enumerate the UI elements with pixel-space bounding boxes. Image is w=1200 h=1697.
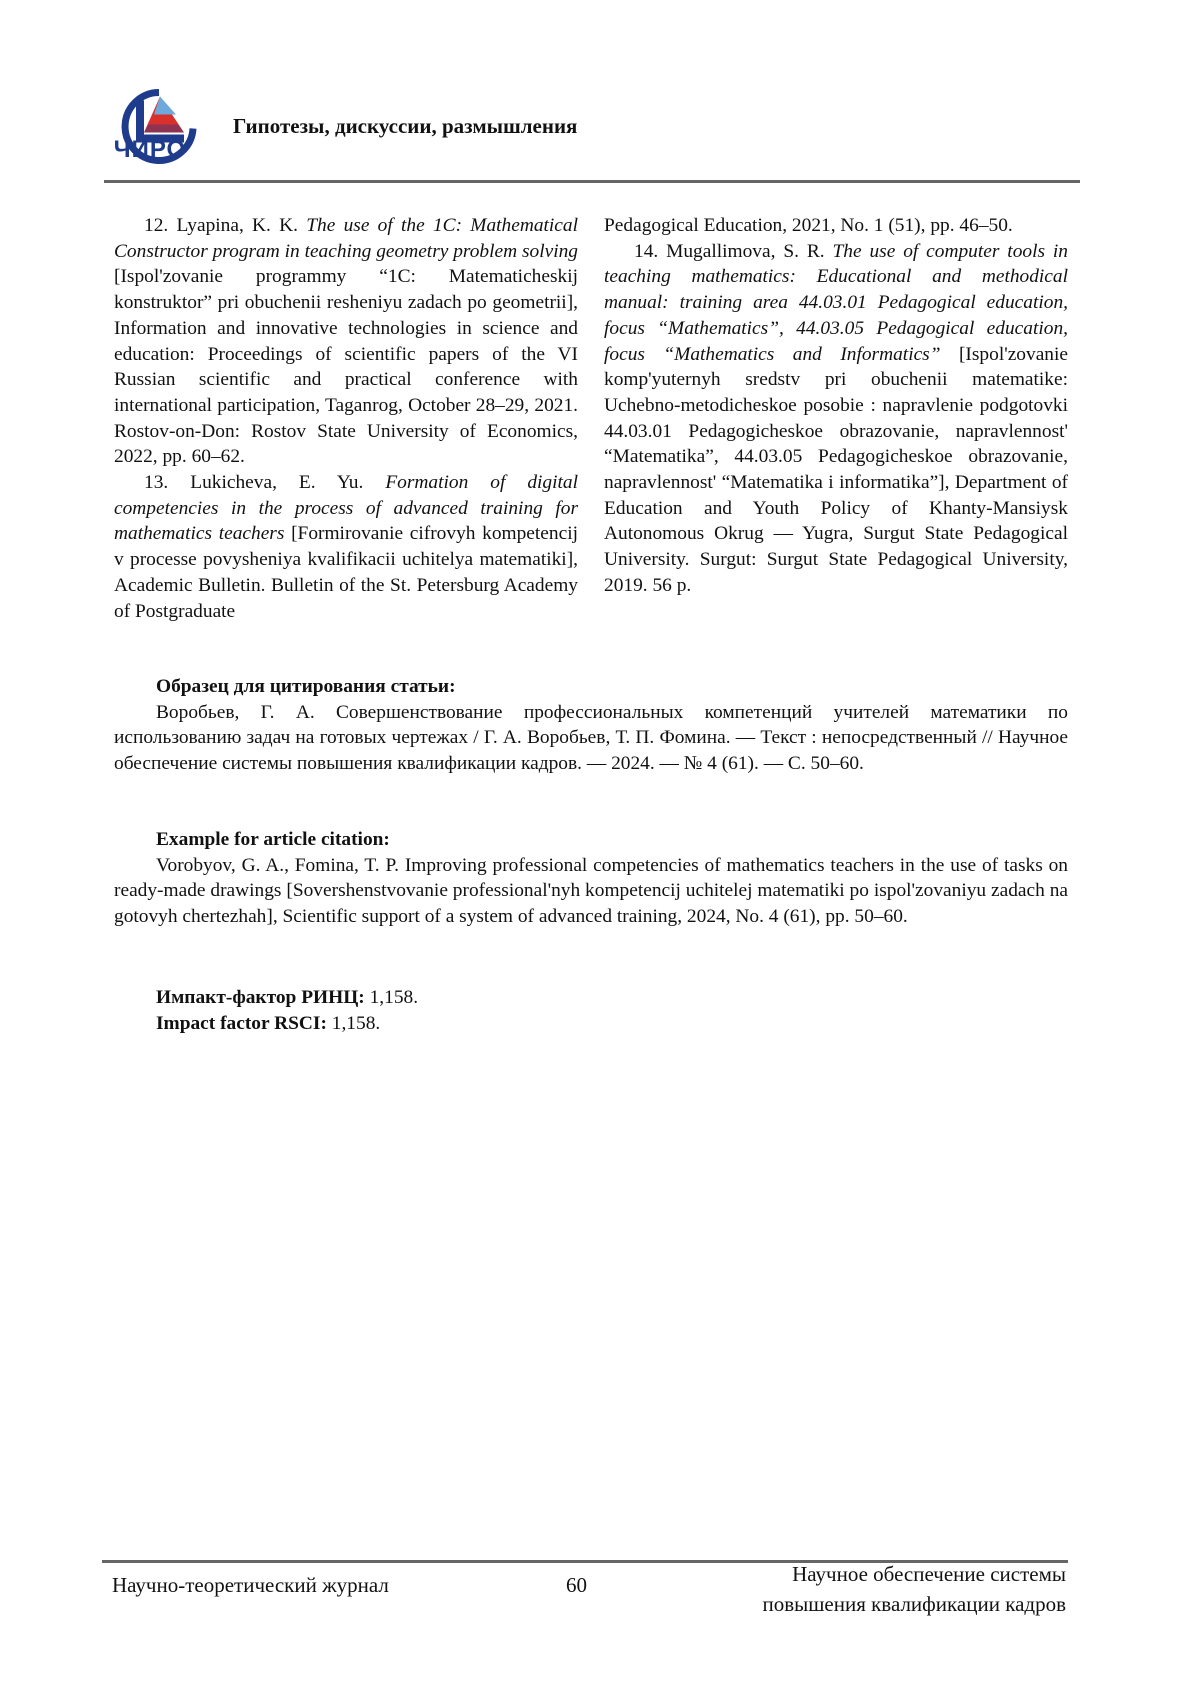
citation-ru-text: Воробьев, Г. А. Совершенствование профессиональных компетенций учителей математики по использованию задач на готовых чертежах / Г. А. Воробьев, Т. П. Фомина. — Текст : непосредственный // Научное обеспечение системы повышения квалификации кадров. — 2024. — № 4 (61). — С. 50–60. <box>114 700 1068 777</box>
page-header <box>100 62 1080 182</box>
references-list <box>114 213 1068 624</box>
journal-type: Научно-теоретический журнал <box>112 1573 389 1598</box>
reference-12: 12. Lyapina, K. K. The use of the 1C: Mathematical Constructor program in teaching geometry problem solving [Ispol'zovanie programmy “1C: Matematicheskij konstruktor” pri obuchenii resheniyu zadach po geometrii], Information and innovative technologies in science and education: Proceedings of scientific papers of the VI Russian scientific and practical conference with international participation, Taganrog, October 28–29, 2021. Rostov-on-Don: Rostov State University of Economics, 2022, pp. 60–62. <box>114 213 578 470</box>
journal-name: Научное обеспечение системы повышения квалификации кадров <box>762 1559 1066 1619</box>
citation-ru-heading: Образец для цитирования статьи: <box>114 674 1068 700</box>
references-column-left <box>114 213 578 624</box>
reference-13-continued: Pedagogical Education, 2021, No. 1 (51), pp. 46–50. <box>604 213 1068 239</box>
header-divider <box>104 180 1080 183</box>
page-number: 60 <box>566 1573 587 1598</box>
reference-14: 14. Mugallimova, S. R. The use of computer tools in teaching mathematics: Educational and methodical manual: training area 44.03.01 Pedagogical education, focus “Mathematics”, 44.03.05 Pedagogical education, focus “Mathematics and Informatics” [Ispol'zovanie komp'yuternyh sredstv pri obuchenii matematike: Uchebno-metodicheskoe posobie : napravlenie podgotovki 44.03.01 Pedagogicheskoe obrazovanie, napravlennost' “Matematika”, 44.03.05 Pedagogicheskoe obrazovanie, napravlennost' “Matematika i informatika”], Department of Education and Youth Policy of Khanty-Mansiysk Autonomous Okrug — Yugra, Surgut State Pedagogical University. Surgut: Surgut State Pedagogical University, 2019. 56 p. <box>604 239 1068 599</box>
impact-factor-en: Impact factor RSCI: 1,158. <box>156 1011 418 1037</box>
references-column-right <box>604 213 1068 624</box>
citation-en-heading: Example for article citation: <box>114 827 1068 853</box>
reference-13: 13. Lukicheva, E. Yu. Formation of digital competencies in the process of advanced training for mathematics teachers [Formirovanie cifrovyh kompetencij v processe povysheniya kvalifikacii uchitelya matematiki], Academic Bulletin. Bulletin of the St. Petersburg Academy of Postgraduate <box>114 470 578 624</box>
impact-factor-ru: Импакт-фактор РИНЦ: 1,158. <box>156 985 418 1011</box>
citation-en-text: Vorobyov, G. A., Fomina, T. P. Improving professional competencies of mathematics teachers in the use of tasks on ready-made drawings [Sovershenstvovanie professional'nyh kompetencij uchitelej matematiki po ispol'zovaniyu zadach na gotovyh chertezhah], Scientific support of a system of advanced training, 2024, No. 4 (61), pp. 50–60. <box>114 853 1068 930</box>
citation-en <box>114 827 1068 930</box>
citation-ru <box>114 674 1068 777</box>
logo-text: ЧИРО <box>100 136 200 164</box>
section-title: Гипотезы, дискуссии, размышления <box>233 114 577 139</box>
impact-factor <box>156 985 418 1036</box>
